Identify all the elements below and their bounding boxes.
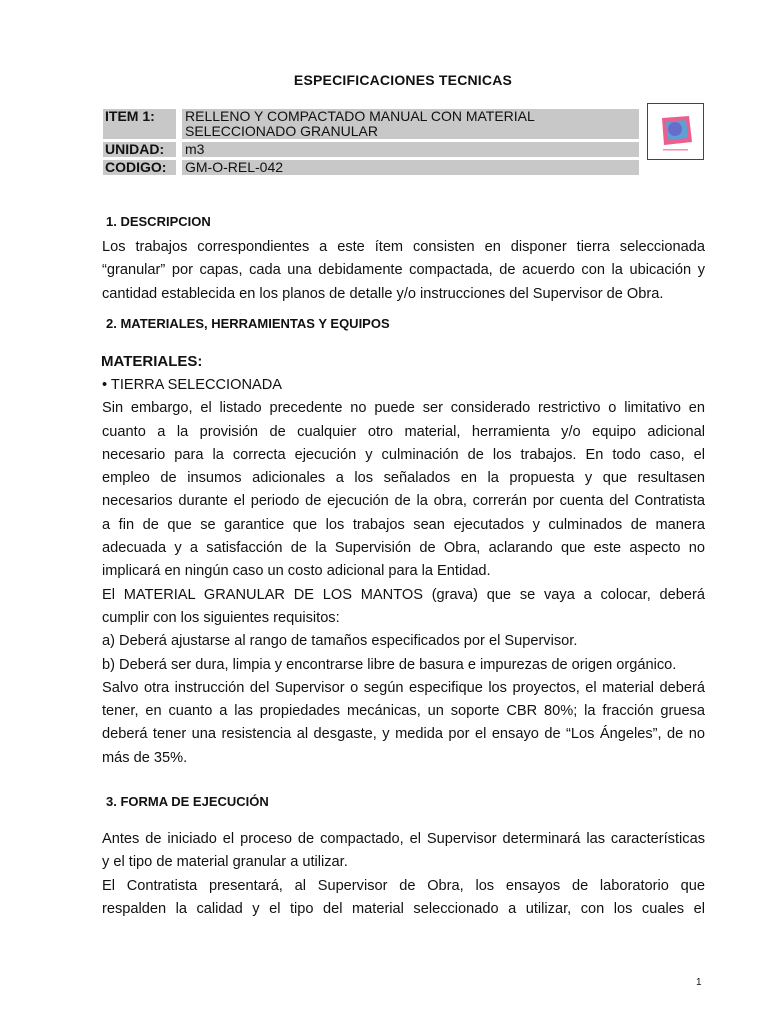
unidad-label: UNIDAD:: [103, 142, 176, 157]
codigo-label: CODIGO:: [103, 160, 176, 175]
paragraph-line: El MATERIAL GRANULAR DE LOS MANTOS (grava) que se vaya a colocar, deberá: [102, 586, 705, 603]
page-number: 1: [696, 977, 702, 988]
item-value-line1: RELLENO Y COMPACTADO MANUAL CON MATERIAL: [185, 108, 535, 124]
materiales-heading: MATERIALES:: [101, 353, 203, 370]
paragraph-line: necesario para la correcta ejecución y culminación de los trabajos. En todo caso, el: [102, 446, 705, 463]
requirement-item: a) Deberá ajustarse al rango de tamaños especificados por el Supervisor.: [102, 633, 578, 650]
bullet-item: • TIERRA SELECCIONADA: [102, 377, 283, 393]
item-row: [103, 109, 639, 139]
paragraph-line: a fin de que se garantice que los trabajos sean ejecutados y culminados de manera: [102, 516, 705, 533]
paragraph-line: cantidad establecida en los planos de detalle y/o instrucciones del Supervisor de Obra.: [102, 285, 664, 302]
paragraph-line: cuanto a la provisión de cualquier otro material, herramienta y/o equipo adicional: [102, 423, 705, 440]
requirement-item: b) Deberá ser dura, limpia y encontrarse libre de basura e impurezas de origen orgánico.: [102, 656, 677, 673]
item-label: ITEM 1:: [103, 109, 176, 139]
codigo-value: GM-O-REL-042: [182, 160, 639, 175]
paragraph-line: empleo de insumos adicionales a los señalados en la propuesta y que resultasen: [102, 470, 705, 487]
unidad-row: [103, 142, 639, 157]
item-header-table: [103, 106, 639, 178]
paragraph-line: necesarios durante el periodo de ejecución de la obra, correrán por cuenta del Contratista: [102, 493, 705, 510]
paragraph-line: Salvo otra instrucción del Supervisor o según especifique los proyectos, el material deberá: [102, 679, 705, 696]
paragraph-line: Sin embargo, el listado precedente no puede ser considerado restrictivo o limitativo en: [102, 400, 705, 417]
paragraph-line: y el tipo de material granular a utilizar.: [102, 854, 348, 871]
section-3-heading: 3. FORMA DE EJECUCIÓN: [106, 794, 269, 809]
codigo-row: [103, 160, 639, 175]
paragraph-line: cumplir con los siguientes requisitos:: [102, 609, 340, 626]
materiales-paragraph: [102, 374, 705, 770]
section-1-heading: 1. DESCRIPCION: [106, 214, 211, 229]
paragraph-line: más de 35%.: [102, 749, 188, 766]
paragraph-line: Antes de iniciado el proceso de compactado, el Supervisor determinará las características: [102, 831, 705, 847]
paragraph-line: tener, en cuanto a las propiedades mecánicas, un soporte CBR 80%; la fracción gruesa: [102, 703, 705, 720]
section-3-paragraph: [102, 828, 705, 921]
document-title: ESPECIFICACIONES TECNICAS: [293, 72, 513, 88]
paragraph-line: deberá tener una resistencia al desgaste, y medida por el ensayo de “Los Ángeles”, de no: [102, 726, 705, 743]
paragraph-line: adecuada y a satisfacción de la Supervisión de Obra, aclarando que este aspecto no: [102, 540, 705, 557]
paragraph-line: “granular” por capas, cada una debidamente compactada, de acuerdo con la ubicación y: [102, 262, 705, 279]
paragraph-line: El Contratista presentará, al Supervisor de Obra, los ensayos de laboratorio que: [102, 877, 705, 894]
paragraph-line: Los trabajos correspondientes a este ítem consisten en disponer tierra seleccionada: [102, 239, 705, 255]
item-value-line2: SELECCIONADO GRANULAR: [185, 123, 378, 139]
org-logo: [647, 103, 704, 160]
paragraph-line: respalden la calidad y el tipo del material seleccionado a utilizar, con los cuales el: [102, 900, 705, 917]
unidad-value: m3: [182, 142, 639, 157]
section-1-paragraph: [102, 236, 705, 306]
section-2-heading: 2. MATERIALES, HERRAMIENTAS Y EQUIPOS: [106, 316, 390, 331]
item-value: [182, 109, 639, 139]
logo-icon: [648, 104, 703, 159]
paragraph-line: implicará en ningún caso un costo adicional para la Entidad.: [102, 563, 491, 580]
